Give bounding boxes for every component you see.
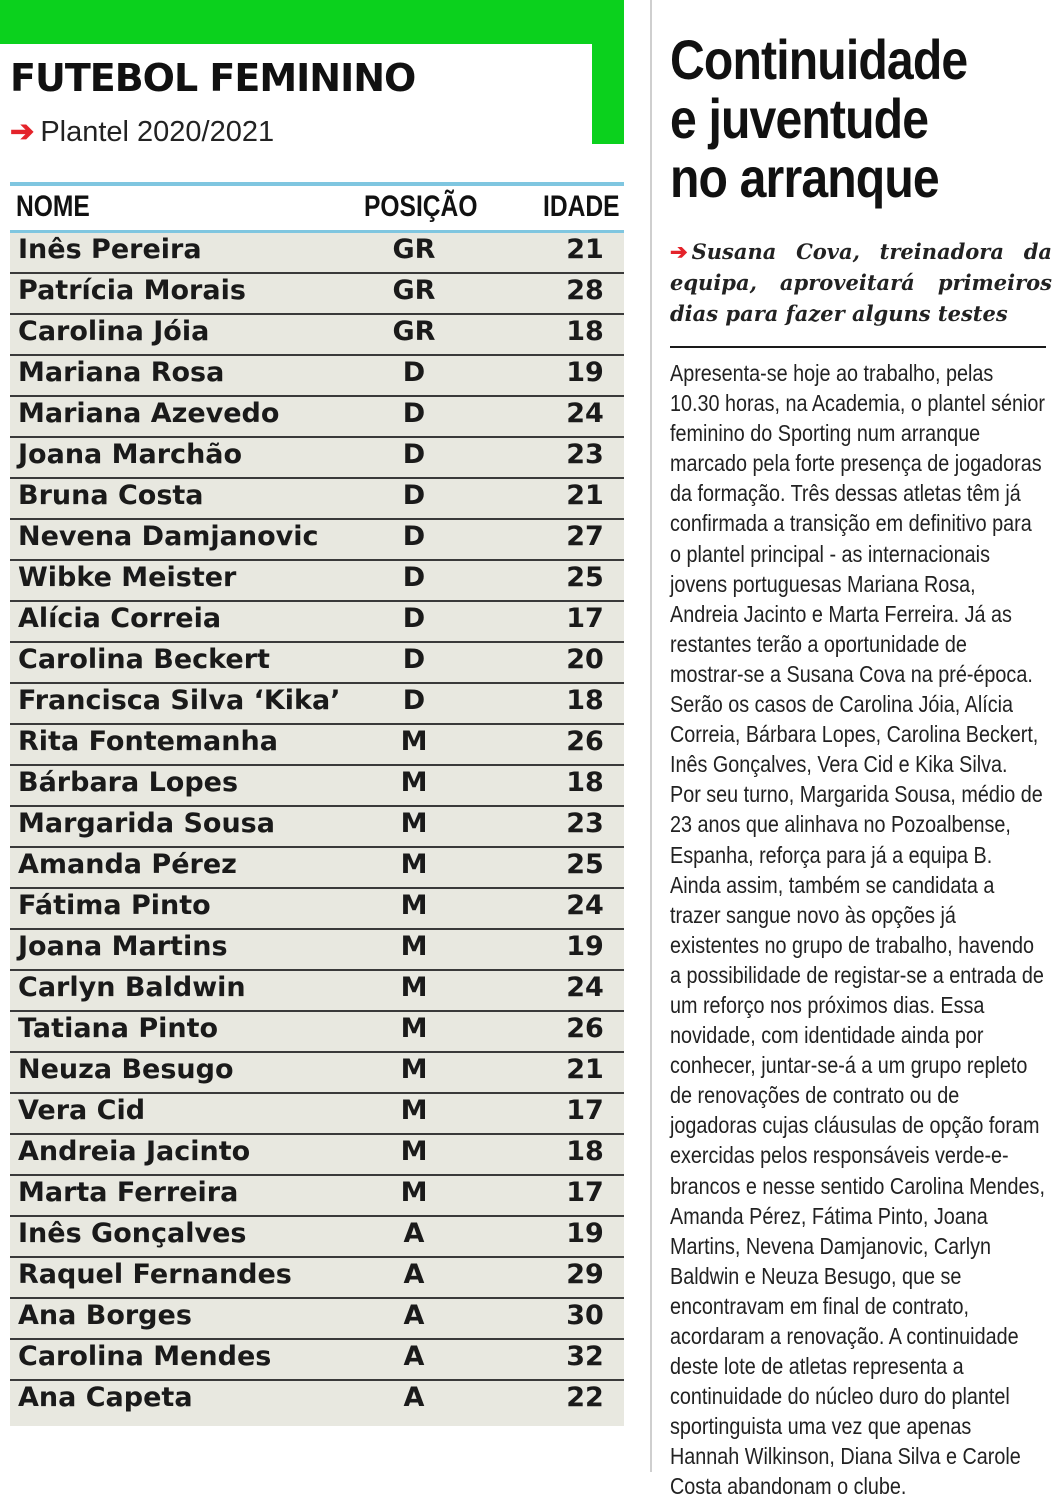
player-age: 17 xyxy=(566,1095,604,1126)
green-frame-top xyxy=(0,0,624,14)
player-position: A xyxy=(403,1259,425,1290)
table-row xyxy=(10,1012,624,1053)
column-divider xyxy=(650,0,652,1472)
player-age: 29 xyxy=(566,1259,604,1290)
player-age: 25 xyxy=(566,562,604,593)
player-position: M xyxy=(400,808,428,839)
green-frame-right xyxy=(592,44,624,144)
player-age: 19 xyxy=(566,931,604,962)
arrow-right-icon: ➔ xyxy=(670,239,688,264)
player-age: 26 xyxy=(566,726,604,757)
player-age: 21 xyxy=(566,480,604,511)
table-row xyxy=(10,1299,624,1340)
player-name: Nevena Damjanovic xyxy=(18,521,319,552)
section-title: FUTEBOL FEMININO xyxy=(10,56,416,100)
player-name: Francisca Silva ‘Kika’ xyxy=(18,685,341,716)
player-name: Inês Gonçalves xyxy=(18,1218,247,1249)
player-age: 20 xyxy=(566,644,604,675)
table-row xyxy=(10,438,624,479)
player-name: Carlyn Baldwin xyxy=(18,972,246,1003)
table-row xyxy=(10,561,624,602)
player-age: 19 xyxy=(566,1218,604,1249)
player-name: Raquel Fernandes xyxy=(18,1259,292,1290)
player-position: M xyxy=(400,972,428,1003)
player-age: 30 xyxy=(566,1300,604,1331)
player-age: 27 xyxy=(566,521,604,552)
player-name: Carolina Beckert xyxy=(18,644,270,675)
player-name: Vera Cid xyxy=(18,1095,146,1126)
table-row xyxy=(10,1176,624,1217)
player-position: D xyxy=(402,603,426,634)
table-row xyxy=(10,233,624,274)
table-body xyxy=(10,233,624,1426)
player-name: Ana Capeta xyxy=(18,1382,193,1413)
table-row xyxy=(10,848,624,889)
player-age: 24 xyxy=(566,398,604,429)
player-age: 18 xyxy=(566,767,604,798)
player-age: 25 xyxy=(566,849,604,880)
player-name: Bruna Costa xyxy=(18,480,204,511)
player-position: A xyxy=(403,1341,425,1372)
player-name: Tatiana Pinto xyxy=(18,1013,219,1044)
table-row xyxy=(10,315,624,356)
player-age: 17 xyxy=(566,1177,604,1208)
article-headline xyxy=(670,30,1005,207)
player-name: Patrícia Morais xyxy=(18,275,246,306)
player-position: M xyxy=(400,1136,428,1167)
player-position: D xyxy=(402,398,426,429)
player-name: Marta Ferreira xyxy=(18,1177,239,1208)
player-age: 18 xyxy=(566,685,604,716)
header-name: NOME xyxy=(16,190,90,223)
table-header xyxy=(10,182,624,233)
lead-text: Susana Cova, treinadora da equipa, aproveitará primeiros dias para fazer alguns testes xyxy=(670,239,1052,326)
player-position: M xyxy=(400,1095,428,1126)
player-position: D xyxy=(402,357,426,388)
player-age: 32 xyxy=(566,1341,604,1372)
section-subtitle xyxy=(10,114,274,149)
headline-line: no arranque xyxy=(670,146,939,209)
table-row xyxy=(10,397,624,438)
header-position: POSIÇÃO xyxy=(364,190,478,223)
player-position: D xyxy=(402,562,426,593)
player-age: 22 xyxy=(566,1382,604,1413)
player-position: D xyxy=(402,644,426,675)
player-position: M xyxy=(400,849,428,880)
player-age: 23 xyxy=(566,439,604,470)
player-position: A xyxy=(403,1300,425,1331)
article-body xyxy=(670,358,1045,1502)
table-row xyxy=(10,1053,624,1094)
player-age: 21 xyxy=(566,234,604,265)
player-name: Andreia Jacinto xyxy=(18,1136,251,1167)
body-paragraph: Apresenta-se hoje ao trabalho, pelas 10.30 horas, na Academia, o plantel sénior feminino do Sporting num arranque marcado pela forte presença de jogadoras da formação. Três dessas atletas têm já confirmada a transição em definitivo para o plantel principal - as internacionais jovens portuguesas Mariana Rosa, Andreia Jacinto e Marta Ferreira. Já as restantes terão a oportunidade de mostrar-se a Susana Cova na pré-época. Serão os casos de Carolina Jóia, Alícia Correia, Bárbara Lopes, Carolina Beckert, Inês Gonçalves, Vera Cid e Kika Silva. xyxy=(670,360,1045,778)
player-position: M xyxy=(400,767,428,798)
player-position: D xyxy=(402,521,426,552)
player-position: D xyxy=(402,439,426,470)
player-age: 28 xyxy=(566,275,604,306)
body-paragraph: Por seu turno, Margarida Sousa, médio de 23 anos que alinhava no Pozoalbense, Espanha, reforça para já a equipa B. xyxy=(670,781,1043,868)
body-paragraph: Ainda assim, também se candidata a trazer sangue novo às opções já existentes no grupo de trabalho, havendo a possibilidade de registar-se a entrada de um reforço nos próximos dias. Essa novidade, com identidade ainda por conhecer, juntar-se-á a um grupo repleto de renovações de contrato ou de jogadoras cujas cláusulas de opção foram exercidas pelos responsáveis verde-e-brancos e nesse sentido Carolina Mendes, Amanda Pérez, Fátima Pinto, Joana Martins, Nevena Damjanovic, Carlyn Baldwin e Neuza Besugo, que se encontravam em final de contrato, acordaram a renovação. A continuidade deste lote de atletas representa a continuidade do núcleo duro do plantel sportinguista uma vez que apenas Hannah Wilkinson, Diana Silva e Carole Costa abandonam o clube. xyxy=(670,871,1045,1500)
table-row xyxy=(10,1135,624,1176)
player-position: M xyxy=(400,1177,428,1208)
player-position: GR xyxy=(392,316,436,347)
table-row xyxy=(10,1258,624,1299)
table-row xyxy=(10,684,624,725)
arrow-right-icon: ➔ xyxy=(10,116,35,148)
table-row xyxy=(10,1381,624,1426)
player-name: Carolina Mendes xyxy=(18,1341,272,1372)
headline-line: e juventude xyxy=(670,87,929,150)
player-name: Joana Martins xyxy=(18,931,228,962)
article-lead xyxy=(670,236,1052,329)
table-row xyxy=(10,971,624,1012)
table-row xyxy=(10,889,624,930)
player-name: Wibke Meister xyxy=(18,562,237,593)
player-name: Carolina Jóia xyxy=(18,316,210,347)
player-position: M xyxy=(400,726,428,757)
player-position: M xyxy=(400,1054,428,1085)
player-name: Rita Fontemanha xyxy=(18,726,278,757)
player-name: Fátima Pinto xyxy=(18,890,211,921)
headline-line: Continuidade xyxy=(670,28,968,91)
roster-table xyxy=(10,182,624,1426)
player-age: 17 xyxy=(566,603,604,634)
subtitle-text: Plantel 2020/2021 xyxy=(40,116,275,148)
table-row xyxy=(10,807,624,848)
table-row xyxy=(10,602,624,643)
player-name: Mariana Azevedo xyxy=(18,398,280,429)
table-row xyxy=(10,1094,624,1135)
table-row xyxy=(10,479,624,520)
player-name: Amanda Pérez xyxy=(18,849,237,880)
table-row xyxy=(10,1217,624,1258)
player-age: 24 xyxy=(566,972,604,1003)
player-position: M xyxy=(400,890,428,921)
header-age: IDADE xyxy=(543,190,620,223)
player-age: 21 xyxy=(566,1054,604,1085)
table-row xyxy=(10,520,624,561)
player-name: Margarida Sousa xyxy=(18,808,275,839)
player-name: Mariana Rosa xyxy=(18,357,225,388)
table-row xyxy=(10,274,624,315)
green-frame-band xyxy=(0,14,624,44)
player-position: A xyxy=(403,1382,425,1413)
table-row xyxy=(10,930,624,971)
player-age: 18 xyxy=(566,316,604,347)
lead-rule xyxy=(670,346,1046,348)
player-position: GR xyxy=(392,275,436,306)
player-position: D xyxy=(402,480,426,511)
player-age: 24 xyxy=(566,890,604,921)
player-position: M xyxy=(400,1013,428,1044)
table-row xyxy=(10,643,624,684)
table-row xyxy=(10,356,624,397)
player-name: Alícia Correia xyxy=(18,603,222,634)
player-age: 23 xyxy=(566,808,604,839)
table-row xyxy=(10,766,624,807)
player-name: Inês Pereira xyxy=(18,234,202,265)
player-name: Joana Marchão xyxy=(18,439,243,470)
table-row xyxy=(10,725,624,766)
player-position: GR xyxy=(392,234,436,265)
player-position: M xyxy=(400,931,428,962)
player-position: A xyxy=(403,1218,425,1249)
player-age: 19 xyxy=(566,357,604,388)
player-age: 18 xyxy=(566,1136,604,1167)
table-row xyxy=(10,1340,624,1381)
player-name: Neuza Besugo xyxy=(18,1054,234,1085)
player-position: D xyxy=(402,685,426,716)
player-age: 26 xyxy=(566,1013,604,1044)
player-name: Bárbara Lopes xyxy=(18,767,239,798)
player-name: Ana Borges xyxy=(18,1300,192,1331)
